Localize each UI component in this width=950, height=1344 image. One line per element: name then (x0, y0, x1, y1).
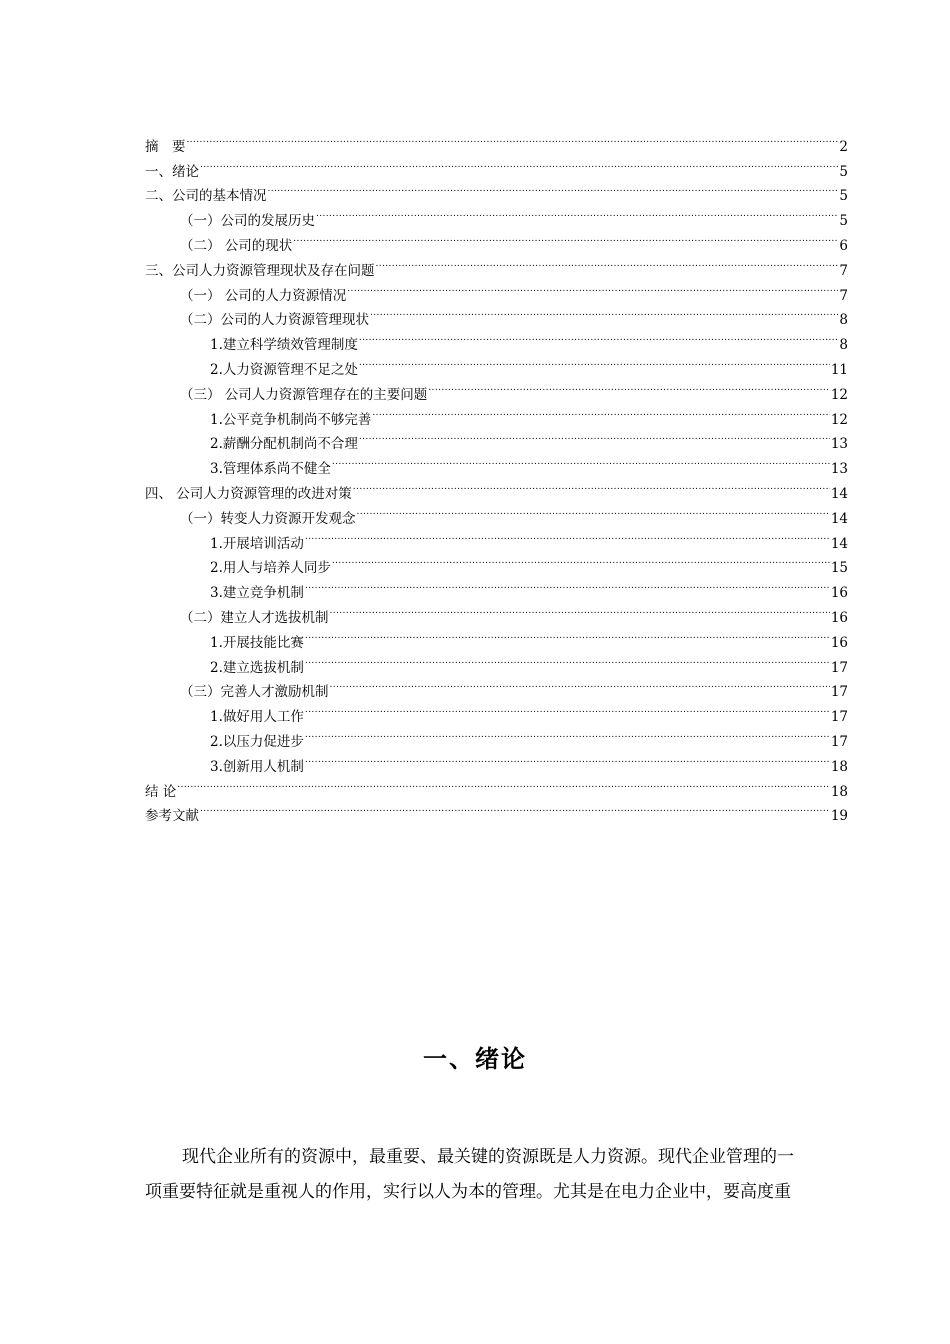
toc-dot-leader (177, 771, 830, 796)
toc-entry-title: 二、公司的基本情况 (145, 188, 267, 205)
toc-dot-leader (305, 696, 830, 721)
toc-page-number: 14 (830, 485, 848, 502)
toc-entry-title: 参考文献 (145, 808, 199, 825)
toc-entry-title: （一） 公司的人力资源情况 (180, 287, 347, 304)
toc-entry-title: 2.薪酬分配机制尚不合理 (210, 436, 358, 453)
toc-page-number: 18 (830, 783, 848, 800)
toc-page-number: 5 (839, 188, 848, 205)
toc-entry-title: （二） 公司的现状 (180, 237, 293, 254)
body-line: 项重要特征就是重视人的作用，实行以人为本的管理。尤其是在电力企业中，要高度重 (145, 1182, 791, 1202)
toc-dot-leader (357, 498, 830, 523)
toc-dot-leader (330, 672, 830, 697)
toc-page-number: 12 (830, 386, 848, 403)
toc-entry-title: 3.创新用人机制 (210, 758, 304, 775)
toc-dot-leader (305, 622, 830, 647)
toc-page-number: 2 (839, 138, 848, 155)
toc-page-number: 5 (839, 213, 848, 230)
toc-dot-leader (372, 399, 829, 424)
toc-dot-leader (200, 796, 830, 821)
toc-entry[interactable] (145, 771, 848, 800)
toc-entry-title: 1.开展技能比赛 (210, 634, 304, 651)
body-line: 现代企业所有的资源中，最重要、最关键的资源既是人力资源。现代企业管理的一 (182, 1147, 794, 1167)
toc-page-number: 11 (830, 361, 848, 378)
toc-dot-leader (332, 548, 830, 573)
toc-page-number: 8 (839, 312, 848, 329)
toc-dot-leader (359, 324, 839, 349)
toc-entry-title: 一、绪论 (145, 163, 199, 180)
toc-page-number: 12 (830, 411, 848, 428)
toc-dot-leader (428, 374, 830, 399)
toc-dot-leader (305, 746, 830, 771)
toc-entry-title: 1.公平竞争机制尚不够完善 (210, 411, 372, 428)
toc-page-number: 18 (830, 758, 848, 775)
toc-page-number: 8 (839, 337, 848, 354)
toc-entry-title: 1.建立科学绩效管理制度 (210, 337, 358, 354)
toc-entry-title: 结 论 (145, 783, 177, 800)
toc-entry-title: （二）公司的人力资源管理现状 (180, 312, 369, 329)
toc-dot-leader (359, 424, 830, 449)
toc-page-number: 7 (839, 262, 848, 279)
toc-entry-title: （一）公司的发展历史 (180, 213, 315, 230)
toc-entry-title: 1.做好用人工作 (210, 709, 304, 726)
toc-page-number: 14 (830, 535, 848, 552)
toc-page-number: 14 (830, 510, 848, 527)
toc-entry-title: 1.开展培训活动 (210, 535, 304, 552)
toc-dot-leader (316, 200, 838, 225)
toc-page-number: 7 (839, 287, 848, 304)
toc-page-number: 13 (830, 461, 848, 478)
toc-entry-title: 3.管理体系尚不健全 (210, 461, 331, 478)
toc-entry-title: （三）完善人才激励机制 (180, 684, 329, 701)
toc-dot-leader (359, 349, 830, 374)
toc-dot-leader (353, 473, 830, 498)
toc-entry-title: （三） 公司人力资源管理存在的主要问题 (180, 386, 428, 403)
body-paragraph (145, 1140, 850, 1210)
toc-dot-leader (305, 721, 830, 746)
toc-dot-leader (370, 300, 838, 325)
toc-page-number: 16 (830, 634, 848, 651)
toc-page-number: 17 (830, 684, 848, 701)
toc-entry[interactable] (145, 176, 848, 205)
toc-entry[interactable] (145, 151, 848, 180)
toc-dot-leader (330, 597, 830, 622)
toc-entry-title: 三、公司人力资源管理现状及存在问题 (145, 262, 375, 279)
toc-dot-leader (347, 275, 838, 300)
toc-dot-leader (305, 523, 830, 548)
toc-page-number: 5 (839, 163, 848, 180)
toc-entry-title: 2.人力资源管理不足之处 (210, 361, 358, 378)
toc-page-number: 15 (830, 560, 848, 577)
section-heading: 一、绪论 (423, 1044, 527, 1073)
toc-entry[interactable] (145, 126, 848, 155)
toc-dot-leader (187, 126, 839, 151)
toc-entry-title: 2.以压力促进步 (210, 733, 304, 750)
toc-page-number: 16 (830, 585, 848, 602)
toc-page-number: 6 (839, 237, 848, 254)
toc-dot-leader (200, 151, 838, 176)
toc-entry-title: （二）建立人才选拔机制 (180, 609, 329, 626)
toc-entry-title: 2.用人与培养人同步 (210, 560, 331, 577)
toc-entry-title: 四、 公司人力资源管理的改进对策 (145, 485, 352, 502)
toc-entry-title: 3.建立竞争机制 (210, 585, 304, 602)
toc-page-number: 19 (830, 808, 848, 825)
toc-dot-leader (305, 647, 830, 672)
table-of-contents (145, 126, 848, 825)
toc-page-number: 16 (830, 609, 848, 626)
toc-page-number: 17 (830, 709, 848, 726)
toc-dot-leader (268, 176, 839, 201)
toc-entry-title: 摘 要 (145, 138, 186, 155)
toc-dot-leader (376, 250, 839, 275)
toc-dot-leader (305, 572, 830, 597)
toc-page-number: 17 (830, 659, 848, 676)
toc-page-number: 17 (830, 733, 848, 750)
toc-page-number: 13 (830, 436, 848, 453)
toc-entry[interactable] (145, 796, 848, 825)
toc-dot-leader (293, 225, 838, 250)
toc-dot-leader (332, 448, 830, 473)
toc-entry-title: 2.建立选拔机制 (210, 659, 304, 676)
toc-entry-title: （一）转变人力资源开发观念 (180, 510, 356, 527)
